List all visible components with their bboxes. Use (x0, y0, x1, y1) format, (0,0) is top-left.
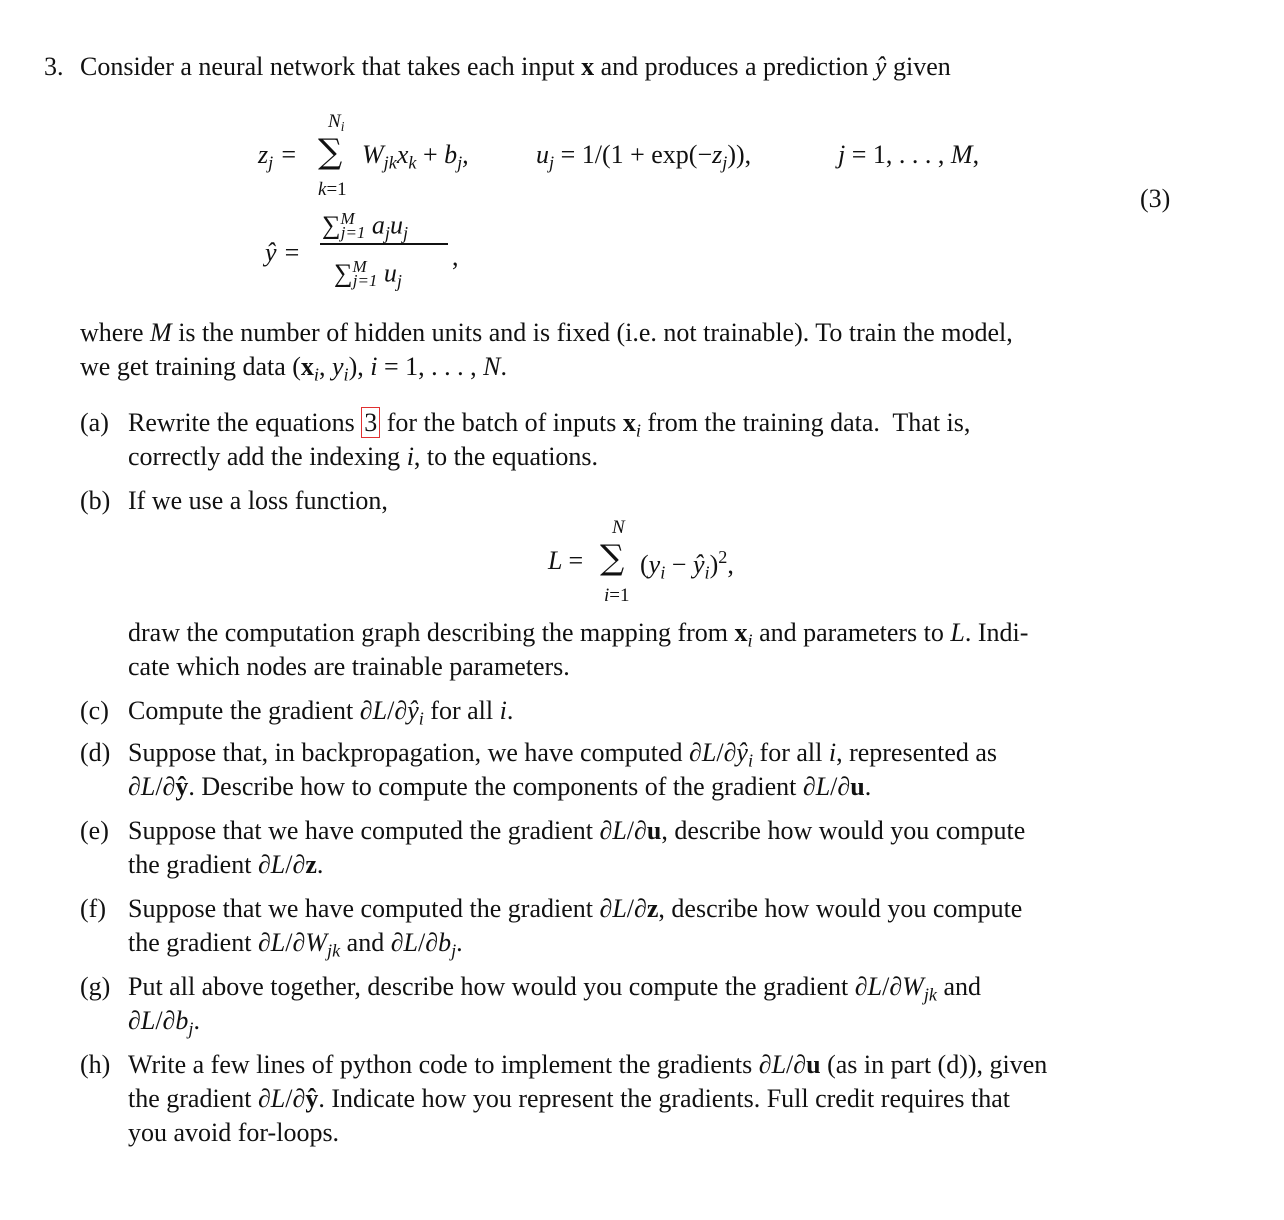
where-line-1: where M is the number of hidden units and is fixed (i.e. not trainable). To train the model, (80, 318, 1013, 347)
part-label: (e) (80, 816, 109, 845)
part-c-line-1: Compute the gradient $\partial L/\partial ŷ_i$ for all i. (128, 696, 514, 729)
eq-u: $u_j = 1/(1 + \exp(-z_j))$, (536, 140, 752, 173)
loss-lhs: L = (548, 546, 584, 575)
part-b-line-2: draw the computation graph describing the mapping from $x_i$ and parameters to L. Indi- (128, 618, 1029, 651)
part-label: (h) (80, 1050, 111, 1079)
question-intro: Consider a neural network that takes each input x and produces a prediction ŷ given (80, 52, 951, 81)
frac-numerator: ∑$^M_{j=1}$ $a_ju_j$ (322, 209, 409, 243)
part-e-line-2: the gradient ∂L/∂z. (128, 850, 324, 879)
part-h-line-2: the gradient ∂L/∂ŷ. Indicate how you represent the gradients. Full credit requires that (128, 1084, 1011, 1113)
eq-yhat-lhs: ŷ = (265, 238, 301, 267)
sum-lower-limit: k=1 (318, 179, 347, 200)
part-d-line-1: Suppose that, in backpropagation, we have computed $\partial L/\partial ŷ_i$ for all i, represented as (128, 738, 998, 771)
fraction-bar (320, 243, 448, 245)
part-a-line-1: Rewrite the equations 3 for the batch of inputs $x_i$ from the training data. That is, (128, 408, 971, 441)
part-g-line-1: Put all above together, describe how would you compute the gradient $\partial L/\partial W_{jk}$ and (128, 972, 982, 1005)
part-b-line-1: If we use a loss function, (128, 486, 388, 515)
frac-denominator: ∑$^M_{j=1}$ $u_j$ (334, 257, 402, 291)
part-label: (b) (80, 486, 111, 515)
part-d-line-2: ∂L/∂ŷ. Describe how to compute the components of the gradient ∂L/∂u. (128, 772, 872, 801)
part-f-line-1: Suppose that we have computed the gradient ∂L/∂z, describe how would you compute (128, 894, 1023, 923)
part-label: (f) (80, 894, 106, 923)
loss-rhs: ($y_i$ − $ŷ_i)^2$, (640, 547, 734, 583)
sum-upper-limit: $N_i$ (328, 111, 345, 134)
eq-z-lhs: $z_j$ = (258, 140, 298, 173)
part-label: (a) (80, 408, 109, 437)
part-f-line-2: the gradient $\partial L/\partial W_{jk}$ and $\partial L/\partial b_j$. (128, 928, 463, 961)
loss-sum-upper: N (612, 517, 625, 538)
loss-sum-lower: i=1 (604, 585, 630, 606)
part-g-line-2: $\partial L/\partial b_j$. (128, 1006, 200, 1039)
frac-comma: , (452, 242, 459, 271)
loss-sigma: ∑ (600, 538, 625, 578)
part-label: (d) (80, 738, 111, 767)
equation-tag: (3) (1140, 184, 1171, 213)
part-b-line-3: cate which nodes are trainable parameters. (128, 652, 570, 681)
where-line-2: we get training data ($x_i$, $y_i$), i = 1, . . . , N. (80, 352, 508, 385)
part-h-line-1: Write a few lines of python code to implement the gradients ∂L/∂u (as in part (d)), given (128, 1050, 1048, 1079)
sigma-symbol: ∑ (318, 132, 343, 172)
equation-reference-link[interactable]: 3 (361, 407, 380, 438)
question-number: 3. (44, 52, 64, 81)
eq-z-rhs: $W_{jk}x_k + b_j$, (362, 140, 469, 173)
eq-index-range: j = 1, . . . , M, (838, 140, 980, 169)
part-e-line-1: Suppose that we have computed the gradient ∂L/∂u, describe how would you compute (128, 816, 1026, 845)
part-label: (g) (80, 972, 111, 1001)
part-label: (c) (80, 696, 109, 725)
part-a-line-2: correctly add the indexing i, to the equations. (128, 442, 599, 471)
part-h-line-3: you avoid for-loops. (128, 1118, 340, 1147)
